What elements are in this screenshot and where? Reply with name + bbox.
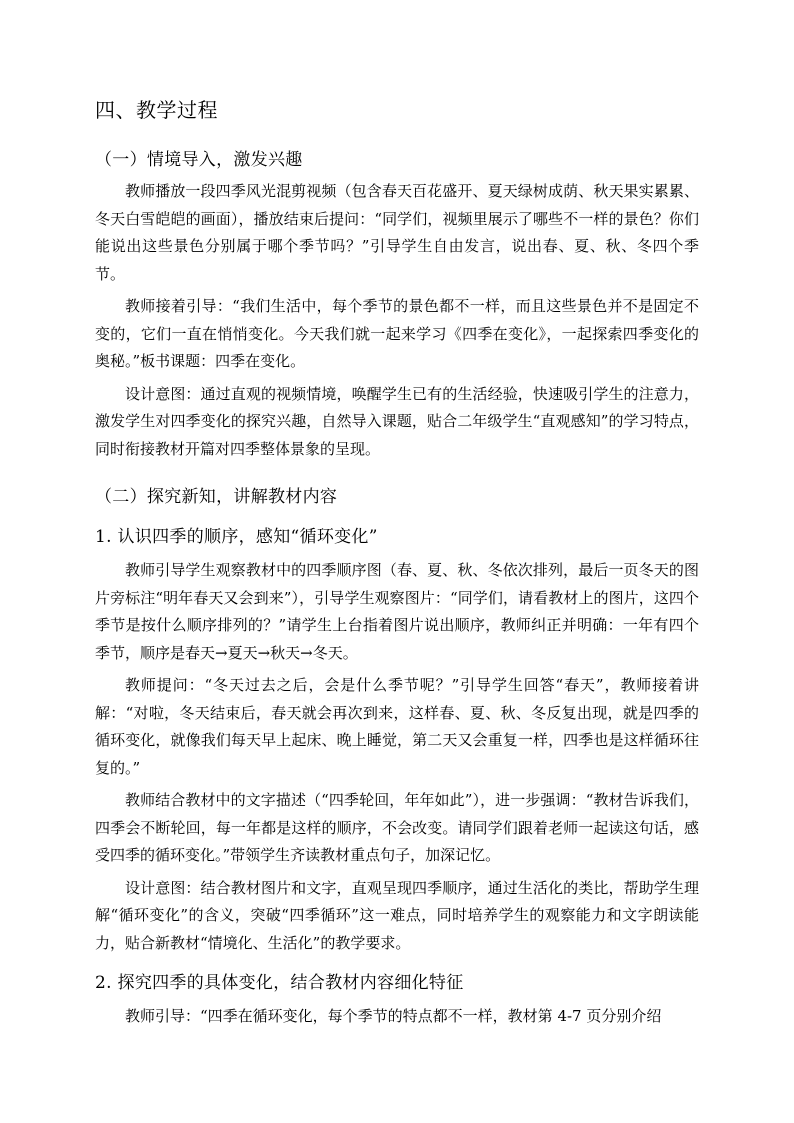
paragraph: 设计意图：通过直观的视频情境，唤醒学生已有的生活经验，快速吸引学生的注意力，激发学生对四季变化的探究兴趣，自然导入课题，贴合二年级学生“直观感知”的学习特点，同时衔接教材开篇对四季整体景象的呈现。	[95, 384, 699, 458]
paragraph: 设计意图：结合教材图片和文字，直观呈现四季顺序，通过生活化的类比，帮助学生理解“循环变化”的含义，突破“四季循环”这一难点，同时培养学生的观察能力和文字朗读能力，贴合新教材“情境化、生活化”的教学要求。	[95, 878, 699, 952]
subsection-2-heading: 2. 探究四季的具体变化，结合教材内容细化特征	[95, 973, 464, 993]
subsection-1-heading: 1. 认识四季的顺序，感知“循环变化”	[95, 527, 378, 547]
paragraph: 教师播放一段四季风光混剪视频（包含春天百花盛开、夏天绿树成荫、秋天果实累累、冬天白雪皑皑的画面），播放结束后提问：“同学们，视频里展示了哪些不一样的景色？你们能说出这些景色分别属于哪个季节吗？”引导学生自由发言，说出春、夏、秋、冬四个季节。	[95, 182, 699, 283]
part1-heading: （一）情境导入，激发兴趣	[95, 150, 303, 170]
paragraph: 教师结合教材中的文字描述（“四季轮回，年年如此”），进一步强调：“教材告诉我们，四季会不断轮回，每一年都是这样的顺序，不会改变。请同学们跟着老师一起读这句话，感受四季的循环变化。”带领学生齐读教材重点句子，加深记忆。	[95, 791, 699, 864]
document-body	[95, 94, 699, 1036]
paragraph: 教师引导学生观察教材中的四季顺序图（春、夏、秋、冬依次排列，最后一页冬天的图片旁标注“明年春天又会到来”），引导学生观察图片：“同学们，请看教材上的图片，这四个季节是按什么顺序排列的？”请学生上台指着图片说出顺序，教师纠正并明确：一年有四个季节，顺序是春天→夏天→秋天→冬天。	[95, 561, 699, 662]
part2-heading: （二）探究新知，讲解教材内容	[95, 487, 338, 507]
section-heading: 四、教学过程	[95, 98, 218, 122]
paragraph: 教师提问：“冬天过去之后，会是什么季节呢？”引导学生回答“春天”，教师接着讲解：“对啦，冬天结束后，春天就会再次到来，这样春、夏、秋、冬反复出现，就是四季的循环变化，就像我们每天早上起床、晚上睡觉，第二天又会重复一样，四季也是这样循环往复的。”	[95, 676, 699, 777]
paragraph: 教师引导：“四季在循环变化，每个季节的特点都不一样，教材第 4-7 页分别介绍	[125, 1007, 662, 1025]
paragraph: 教师接着引导：“我们生活中，每个季节的景色都不一样，而且这些景色并不是固定不变的，它们一直在悄悄变化。今天我们就一起来学习《四季在变化》，一起探索四季变化的奥秘。”板书课题：四季在变化。	[95, 297, 699, 370]
